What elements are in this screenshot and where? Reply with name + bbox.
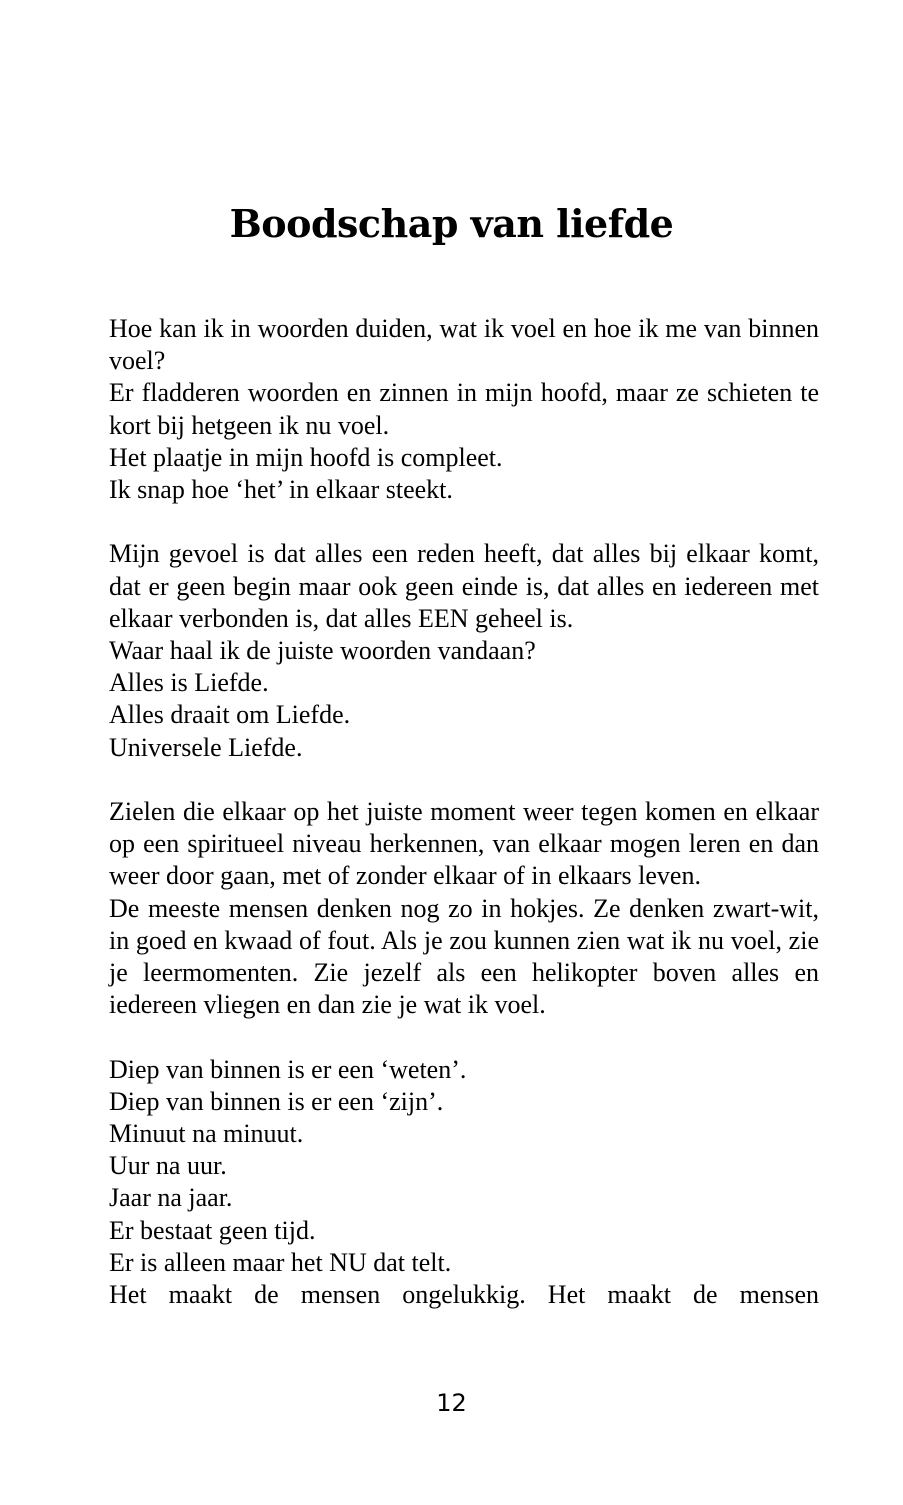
text-line: Er is alleen maar het NU dat telt.: [109, 1247, 452, 1277]
text-line: Er fladderen woorden en zinnen in mijn hoofd, maar ze schieten te kort bij hetgeen ik nu voel.: [109, 378, 819, 440]
paragraph-1: [109, 313, 819, 506]
text-line: Diep van binnen is er een ‘zijn’.: [109, 1086, 444, 1116]
text-line: Diep van binnen is er een ‘weten’.: [109, 1054, 467, 1084]
text-line: De meeste mensen denken nog zo in hokjes. Ze denken zwart-wit, in goed en kwaad of fout. Als je zou kunnen zien wat ik nu voel, zie je leermomenten. Zie jezelf als een helikopter boven alles en iedereen vliegen en dan zie je wat ik voel.: [109, 893, 819, 1020]
text-line: Er bestaat geen tijd.: [109, 1215, 316, 1245]
text-line: Alles draait om Liefde.: [109, 700, 351, 730]
text-line: Waar haal ik de juiste woorden vandaan?: [109, 636, 536, 666]
paragraph-3: [109, 796, 819, 1021]
text-line: Jaar na jaar.: [109, 1183, 233, 1213]
body-text: [109, 313, 819, 1311]
page-number: 12: [436, 1389, 467, 1417]
text-line-continued: Het maakt de mensen ongelukkig. Het maakt de mensen: [109, 1280, 819, 1310]
text-line: Uur na uur.: [109, 1151, 227, 1181]
text-line: Ik snap hoe ‘het’ in elkaar steekt.: [109, 475, 453, 505]
text-line: Het plaatje in mijn hoofd is compleet.: [109, 442, 503, 472]
paragraph-2: [109, 538, 819, 763]
text-line: Universele Liefde.: [109, 732, 303, 762]
text-line: Mijn gevoel is dat alles een reden heeft, dat alles bij elkaar komt, dat er geen begin maar ook geen einde is, dat alles en iedereen met elkaar verbonden is, dat alles EEN geheel is.: [109, 539, 819, 633]
paragraph-4: [109, 1054, 819, 1312]
page-title: Boodschap van liefde: [229, 201, 674, 246]
text-line: Alles is Liefde.: [109, 668, 269, 698]
text-line: Hoe kan ik in woorden duiden, wat ik voel en hoe ik me van binnen voel?: [109, 314, 819, 376]
text-line: Zielen die elkaar op het juiste moment weer tegen komen en elkaar op een spiritueel niveau herkennen, van elkaar mogen leren en dan weer door gaan, met of zonder elkaar of in elkaars leven.: [109, 797, 819, 891]
text-line: Minuut na minuut.: [109, 1119, 304, 1149]
